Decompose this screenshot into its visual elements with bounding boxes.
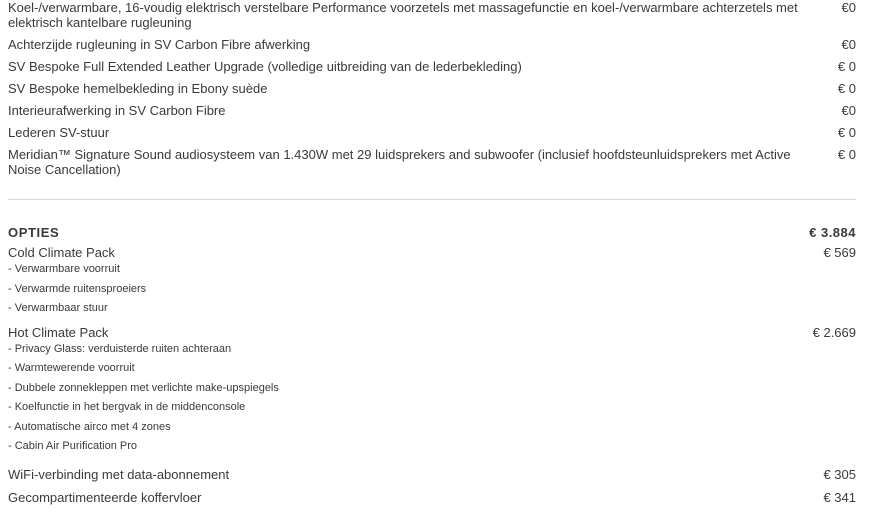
standard-item-headliner — [0, 81, 872, 96]
option-label: Cold Climate Pack — [8, 245, 115, 260]
item-label: SV Bespoke Full Extended Leather Upgrade (volledige uitbreiding van de lederbekleding) — [8, 59, 522, 74]
option-label: Hot Climate Pack — [8, 324, 109, 340]
options-header — [0, 225, 872, 240]
feature-item: - Warmtewerende voorruit — [8, 362, 135, 374]
feature-item: - Automatische airco met 4 zones — [8, 420, 171, 433]
option-wifi — [0, 467, 872, 482]
item-label: SV Bespoke hemelbekleding in Ebony suède — [8, 81, 268, 96]
standard-item-backrest — [0, 37, 872, 52]
standard-item-interior-finish — [0, 103, 872, 118]
feature-item: - Verwarmbare voorruit — [8, 263, 120, 275]
cold-pack-features — [0, 263, 872, 322]
feature-item: - Verwarmbaar stuur — [8, 302, 108, 314]
hot-pack-features — [0, 343, 872, 460]
feature-item: - Privacy Glass: verduisterde ruiten achteraan — [8, 342, 232, 355]
options-title: OPTIES — [8, 225, 60, 240]
item-price: € 0 — [837, 147, 856, 162]
standard-item-steering-wheel — [0, 125, 872, 140]
option-cold-climate-pack — [0, 245, 872, 260]
item-label: Interieurafwerking in SV Carbon Fibre — [8, 103, 226, 118]
option-price: € 569 — [823, 245, 856, 260]
item-label: Meridian™ Signature Sound audiosysteem van 1.430W met 29 luidsprekers and subwoofer (inclusief hoofdsteunluidsprekers met Active Noise Cancellation) — [8, 147, 791, 177]
option-luggage-floor — [0, 490, 872, 505]
item-price: €0 — [841, 103, 856, 118]
option-price: € 305 — [823, 466, 856, 482]
standard-item-audio — [0, 147, 872, 177]
option-price: € 2.669 — [812, 324, 856, 340]
feature-item: - Koelfunctie in het bergvak in de middenconsole — [8, 401, 246, 413]
option-hot-climate-pack — [0, 325, 872, 340]
option-price: € 341 — [823, 489, 856, 505]
item-label: Achterzijde rugleuning in SV Carbon Fibre afwerking — [8, 37, 311, 52]
standard-items-list — [0, 0, 872, 177]
item-price: €0 — [841, 0, 856, 15]
section-divider — [8, 199, 856, 200]
options-total: € 3.884 — [809, 225, 856, 240]
standard-item-leather — [0, 59, 872, 74]
item-price: €0 — [841, 37, 856, 52]
item-price: € 0 — [837, 59, 856, 74]
option-label: WiFi-verbinding met data-abonnement — [8, 466, 230, 482]
item-label: Koel-/verwarmbare, 16-voudig elektrisch verstelbare Performance voorzetels met massagefunctie en koel-/verwarmbare achterzetels met elektrisch kantelbare rugleuning — [8, 0, 798, 30]
options-section — [0, 225, 872, 505]
item-label: Lederen SV-stuur — [8, 125, 110, 140]
feature-item: - Verwarmde ruitensproeiers — [8, 282, 147, 295]
item-price: € 0 — [837, 81, 856, 96]
standard-item-seats — [0, 0, 872, 30]
option-label: Gecompartimenteerde koffervloer — [8, 489, 202, 505]
feature-item: - Cabin Air Purification Pro — [8, 440, 137, 452]
feature-item: - Dubbele zonnekleppen met verlichte make-upspiegels — [8, 381, 279, 394]
item-price: € 0 — [837, 125, 856, 140]
